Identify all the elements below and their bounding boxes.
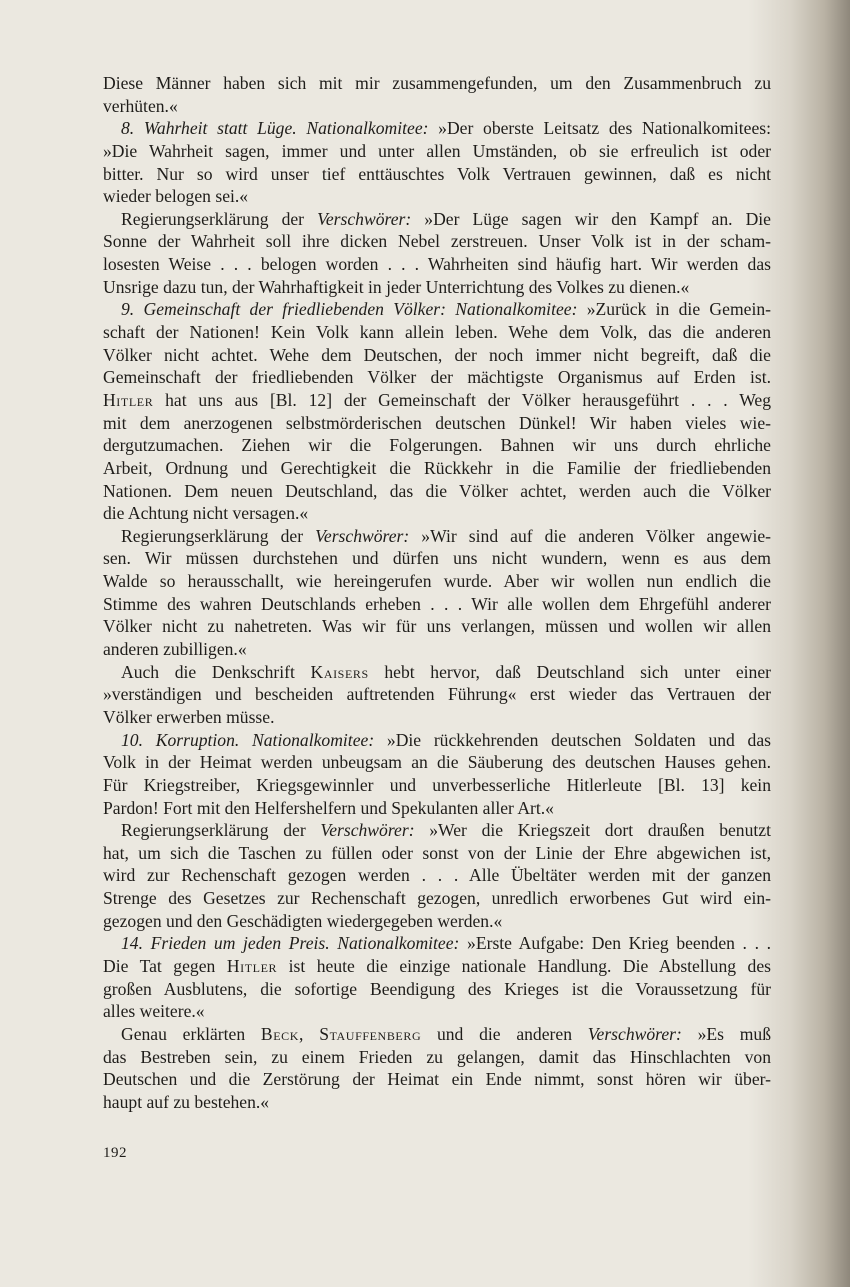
text-line: Arbeit, Ordnung und Gerechtigkeit die Rückkehr in die Familie der friedliebenden bbox=[103, 457, 771, 478]
text-line: bitter. Nur so wird unser tief enttäuschtes Volk Vertrauen gewinnen, daß es nicht bbox=[103, 163, 771, 184]
text-line: die Achtung nicht versagen.« bbox=[103, 503, 309, 524]
text-line: Volk in der Heimat werden unbeugsam an die Säuberung des deutschen Hauses gehen. bbox=[103, 752, 771, 773]
text-line: Gemeinschaft der friedliebenden Völker der mächtigste Organismus auf Erden ist. bbox=[103, 367, 771, 388]
text-line: großen Ausblutens, die sofortige Beendigung des Krieges ist die Voraussetzung für bbox=[103, 978, 771, 999]
text-line: Für Kriegstreiber, Kriegsgewinnler und unverbesserliche Hitlerleute [Bl. 13] kein bbox=[103, 774, 771, 795]
text-line: Unsrige dazu tun, der Wahrhaftigkeit in jeder Unterrichtung des Volkes zu dienen.« bbox=[103, 276, 690, 297]
text-line: 8. Wahrheit statt Lüge. Nationalkomitee: »Der oberste Leitsatz des Nationalkomitees: bbox=[121, 118, 771, 139]
text-line: anderen zubilligen.« bbox=[103, 639, 247, 660]
text-line: Hitler hat uns aus [Bl. 12] der Gemeinschaft der Völker herausgeführt . . . Weg bbox=[103, 389, 771, 410]
text-line: Genau erklärten Beck, Stauffenberg und die anderen Verschwörer: »Es muß bbox=[121, 1023, 772, 1044]
text-line: Pardon! Fort mit den Helfershelfern und Spekulanten aller Art.« bbox=[103, 797, 554, 818]
text-line: Völker erwerben müsse. bbox=[103, 706, 275, 727]
text-line: Diese Männer haben sich mit mir zusammengefunden, um den Zusammenbruch zu bbox=[103, 73, 771, 93]
text-line: wird zur Rechenschaft gezogen werden . . . Alle Übeltäter werden mit der ganzen bbox=[103, 865, 771, 886]
text-line: Regierungserklärung der Verschwörer: »Der Lüge sagen wir den Kampf an. Die bbox=[121, 208, 771, 229]
text-line: sen. Wir müssen durchstehen und dürfen uns nicht wundern, wenn es aus dem bbox=[103, 548, 771, 569]
text-line: Völker nicht achtet. Wehe dem Deutschen, der noch immer nicht begreift, daß die bbox=[103, 344, 771, 365]
text-line: wieder belogen sei.« bbox=[103, 186, 249, 207]
text-line: Sonne der Wahrheit soll ihre dicken Nebel zerstreuen. Unser Volk ist in der scham- bbox=[103, 231, 771, 252]
text-line: Stimme des wahren Deutschlands erheben . . . Wir alle wollen dem Ehrgefühl anderer bbox=[103, 593, 771, 614]
text-line: Auch die Denkschrift Kaisers hebt hervor, daß Deutschland sich unter einer bbox=[121, 661, 771, 682]
text-line: dergutzumachen. Ziehen wir die Folgerungen. Bahnen wir uns durch ehrliche bbox=[103, 435, 771, 456]
text-line: losesten Weise . . . belogen worden . . . Wahrheiten sind häufig hart. Wir werden das bbox=[103, 254, 771, 275]
text-line: Die Tat gegen Hitler ist heute die einzige nationale Handlung. Die Abstellung des bbox=[103, 955, 771, 976]
text-line: schaft der Nationen! Kein Volk kann allein leben. Wehe dem Volk, das die anderen bbox=[103, 322, 771, 343]
text-line: Völker nicht zu nahetreten. Was wir für uns verlangen, müssen und wollen wir allen bbox=[103, 616, 771, 637]
text-line: 10. Korruption. Nationalkomitee: »Die rückkehrenden deutschen Soldaten und das bbox=[121, 729, 772, 750]
text-line: Regierungserklärung der Verschwörer: »Wer die Kriegszeit dort draußen benutzt bbox=[121, 820, 771, 841]
page-number: 192 bbox=[103, 1145, 127, 1161]
text-line: Regierungserklärung der Verschwörer: »Wir sind auf die anderen Völker angewie- bbox=[121, 525, 771, 546]
text-line: 9. Gemeinschaft der friedliebenden Völker: Nationalkomitee: »Zurück in die Gemein- bbox=[121, 299, 771, 320]
text-line: Strenge des Gesetzes zur Rechenschaft gezogen, unredlich erworbenes Gut wird ein- bbox=[103, 888, 771, 909]
text-line: Nationen. Dem neuen Deutschland, das die Völker achtet, werden auch die Völker bbox=[103, 480, 771, 501]
text-line: mit dem anerzogenen selbstmörderischen deutschen Dünkel! Wir haben vieles wie- bbox=[103, 412, 771, 433]
text-line: Deutschen und die Zerstörung der Heimat ein Ende nimmt, sonst hören wir über- bbox=[103, 1069, 771, 1090]
text-line: hat, um sich die Taschen zu füllen oder sonst von der Linie der Ehre abgewichen ist, bbox=[103, 842, 771, 863]
text-line: alles weitere.« bbox=[103, 1001, 205, 1022]
text-line: »Die Wahrheit sagen, immer und unter allen Umständen, ob sie erfreulich ist oder bbox=[103, 140, 771, 161]
text-line: verhüten.« bbox=[103, 95, 178, 116]
text-line: »verständigen und bescheiden auftretenden Führung« erst wieder das Vertrauen der bbox=[103, 684, 771, 705]
text-line: Walde so herausschallt, wie hereingerufen wurde. Aber wir wollen nun endlich die bbox=[103, 571, 771, 592]
body-text bbox=[103, 72, 771, 1113]
text-line: haupt auf zu bestehen.« bbox=[103, 1091, 270, 1112]
text-line: 14. Frieden um jeden Preis. Nationalkomitee: »Erste Aufgabe: Den Krieg beenden . . . bbox=[121, 933, 771, 954]
text-line: gezogen und den Geschädigten wiedergegeben werden.« bbox=[103, 910, 503, 931]
text-line: das Bestreben sein, zu einem Frieden zu gelangen, damit das Hinschlachten von bbox=[103, 1046, 771, 1067]
